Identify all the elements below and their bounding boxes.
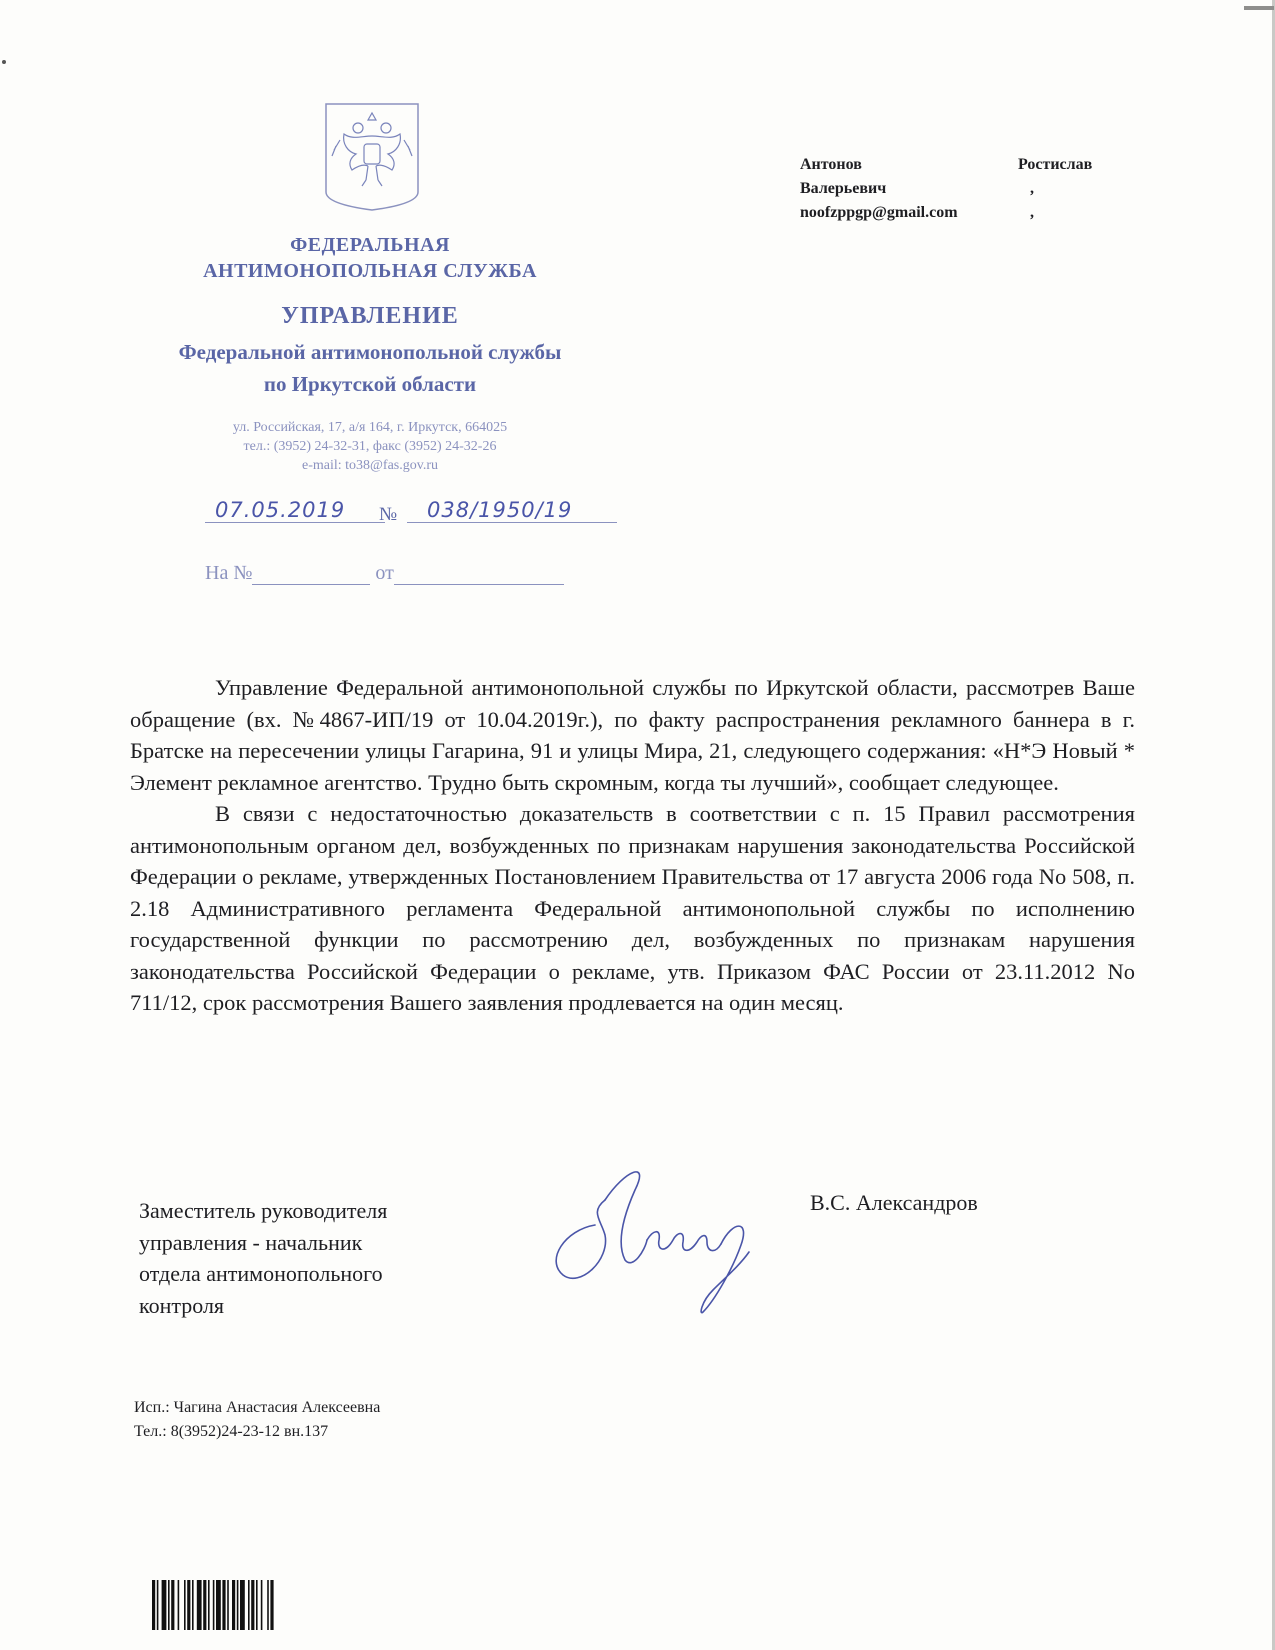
- body-paragraph-2: В связи с недостаточностью доказательств в соответствии с п. 15 Правил рассмотрения антимонопольным органом дел, возбужденных по признакам нарушения законодательства Российской Федерации о рекламе, утвержденных Постановлением Правительства от 17 августа 2006 года No 508, п. 2.18 Административного регламента Федеральной антимонопольной службы по исполнению государственной функции по рассмотрению дел, возбужденных по признакам нарушения законодательства Российской Федерации о рекламе, утв. Приказом ФАС России от 23.11.2012 No 711/12, срок рассмотрения Вашего заявления продлевается на один месяц.: [130, 801, 1135, 1015]
- addressee-first-name: Ростислав: [1018, 156, 1093, 173]
- letterhead-address: ул. Российская, 17, а/я 164, г. Иркутск, 664025: [232, 420, 508, 435]
- barcode: [152, 1580, 334, 1630]
- barcode-bar: [251, 1580, 254, 1630]
- barcode-bar: [197, 1580, 202, 1630]
- barcode-bar: [157, 1580, 159, 1630]
- signer-position-line3: отдела антимонопольного: [139, 1261, 383, 1286]
- department-title: УПРАВЛЕНИЕ: [281, 303, 459, 329]
- barcode-bar: [216, 1580, 221, 1630]
- barcode-bar: [208, 1580, 210, 1630]
- outgoing-date: 07.05.2019: [205, 498, 385, 523]
- barcode-bar: [213, 1580, 215, 1630]
- reference-number-label: На №: [205, 562, 253, 584]
- department-subtitle-line1: Федеральной антимонопольной службы: [178, 340, 562, 364]
- reference-number-blank: [252, 562, 370, 585]
- barcode-bar: [203, 1580, 206, 1630]
- barcode-bar: [184, 1580, 186, 1630]
- addressee-patronymic: Валерьевич: [800, 180, 887, 197]
- agency-name-line1: ФЕДЕРАЛЬНАЯ: [290, 234, 450, 256]
- barcode-bar: [237, 1580, 239, 1630]
- addressee-email: noofzppgp@gmail.com: [800, 204, 958, 221]
- signer-name: В.С. Александров: [810, 1190, 978, 1215]
- registration-line: [205, 498, 605, 538]
- executor-name: Исп.: Чагина Анастасия Алексеевна: [134, 1399, 381, 1416]
- barcode-bar: [187, 1580, 190, 1630]
- signer-position-line2: управления - начальник: [139, 1229, 363, 1255]
- letterhead-phones: тел.: (3952) 24-32-31, факс (3952) 24-32-26: [243, 439, 497, 454]
- barcode-bar: [256, 1580, 258, 1630]
- reference-line: [205, 562, 564, 585]
- barcode-bar: [248, 1580, 250, 1630]
- barcode-bar: [261, 1580, 263, 1630]
- barcode-bar: [232, 1580, 235, 1630]
- letter-body: [130, 672, 1135, 1019]
- scan-speck: [2, 60, 6, 64]
- addressee-placeholder-commas: , ,: [1030, 180, 1074, 221]
- barcode-bar: [192, 1580, 194, 1630]
- addressee-block: [800, 153, 1120, 225]
- agency-name: [120, 232, 620, 284]
- barcode-bar: [162, 1580, 167, 1630]
- barcode-bar: [178, 1580, 180, 1630]
- executor-phone: Тел.: 8(3952)24-23-12 вн.137: [134, 1423, 329, 1440]
- barcode-bar: [152, 1580, 155, 1630]
- outgoing-number-label: №: [379, 504, 398, 525]
- barcode-bar: [270, 1580, 273, 1630]
- letterhead-email: e-mail: to38@fas.gov.ru: [301, 458, 438, 473]
- scan-artifact: [1244, 6, 1274, 10]
- department-subtitle: [120, 336, 620, 400]
- letterhead-contacts: [160, 418, 580, 475]
- barcode-bar: [267, 1580, 269, 1630]
- barcode-bar: [227, 1580, 229, 1630]
- barcode-bar: [171, 1580, 174, 1630]
- reference-date-blank: [394, 562, 564, 585]
- barcode-bar: [240, 1580, 245, 1630]
- executor-info: [134, 1396, 380, 1444]
- department-subtitle-line2: по Иркутской области: [263, 372, 477, 396]
- signer-position-line4: контроля: [139, 1292, 225, 1318]
- signer-position-line1: Заместитель руководителя: [139, 1198, 388, 1223]
- outgoing-number: 038/1950/19: [407, 498, 617, 523]
- barcode-bar: [222, 1580, 225, 1630]
- signer-position: [139, 1195, 387, 1321]
- agency-name-line2: АНТИМОНОПОЛЬНАЯ СЛУЖБА: [203, 260, 537, 282]
- coat-of-arms-icon: [322, 100, 422, 212]
- reference-date-label: от: [375, 562, 394, 584]
- body-paragraph-1: Управление Федеральной антимонопольной службы по Иркутской области, рассмотрев Ваше обращение (вх. №4867-ИП/19 от 10.04.2019г.), по факту распространения рекламного баннера в г. Братске на пересечении улицы Гагарина, 91 и улицы Мира, 21, следующего содержания: «Н*Э Новый * Элемент рекламное агентство. Трудно быть скромным, когда ты лучший», сообщает следующее.: [130, 675, 1135, 795]
- handwritten-signature: [535, 1150, 805, 1320]
- addressee-surname: Антонов: [800, 156, 862, 173]
- barcode-bar: [168, 1580, 170, 1630]
